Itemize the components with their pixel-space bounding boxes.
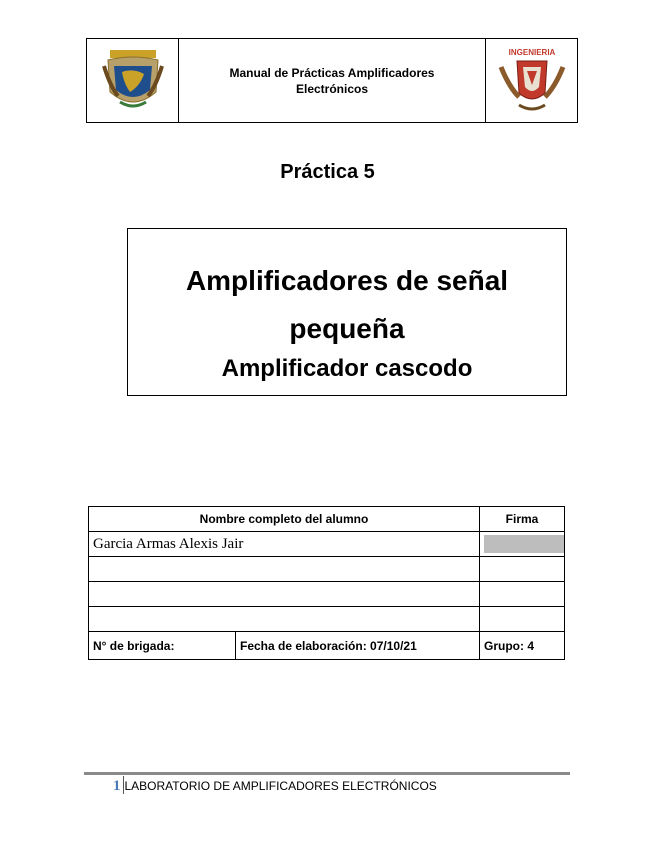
page-number: 1 (113, 778, 121, 794)
table-header-row (89, 507, 565, 532)
fecha-label: Fecha de elaboración: 07/10/21 (236, 632, 480, 660)
student-name (89, 557, 480, 582)
footer-text: LABORATORIO DE AMPLIFICADORES ELECTRÓNICOS (124, 779, 437, 793)
title-line2: pequeña (289, 313, 405, 344)
signature-cell (480, 607, 565, 632)
table-row (89, 607, 565, 632)
student-name (89, 582, 480, 607)
footer-divider (84, 772, 570, 775)
name-column-header: Nombre completo del alumno (89, 507, 480, 532)
right-logo-cell (485, 39, 577, 122)
ingenieria-crest-icon (497, 45, 567, 117)
table-row (89, 557, 565, 582)
signature-cell (480, 582, 565, 607)
signature-cell (480, 557, 565, 582)
student-name: Garcia Armas Alexis Jair (89, 532, 480, 557)
brigada-label: N° de brigada: (89, 632, 236, 660)
grupo-label: Grupo: 4 (480, 632, 565, 660)
signature-cell (480, 532, 565, 557)
page-footer (113, 776, 437, 795)
title-subtitle: Amplificador cascodo (221, 355, 473, 382)
document-header (86, 38, 578, 123)
practice-number: Práctica 5 (280, 161, 375, 183)
svg-text:INGENIERIA: INGENIERIA (508, 47, 555, 57)
header-title-line1: Manual de Prácticas Amplificadores (229, 65, 435, 80)
title-line1: Amplificadores de señal (185, 265, 509, 296)
footer-separator (123, 776, 124, 794)
table-row (89, 582, 565, 607)
student-table (88, 506, 565, 660)
student-name (89, 607, 480, 632)
table-row (89, 532, 565, 557)
table-info-row (89, 632, 565, 660)
title-box (127, 228, 567, 396)
unam-crest-icon (100, 46, 166, 116)
header-title (179, 39, 485, 122)
left-logo-cell (87, 39, 179, 122)
signature-image (484, 535, 564, 553)
signature-column-header: Firma (480, 507, 565, 532)
header-title-line2: Electrónicos (295, 81, 369, 96)
